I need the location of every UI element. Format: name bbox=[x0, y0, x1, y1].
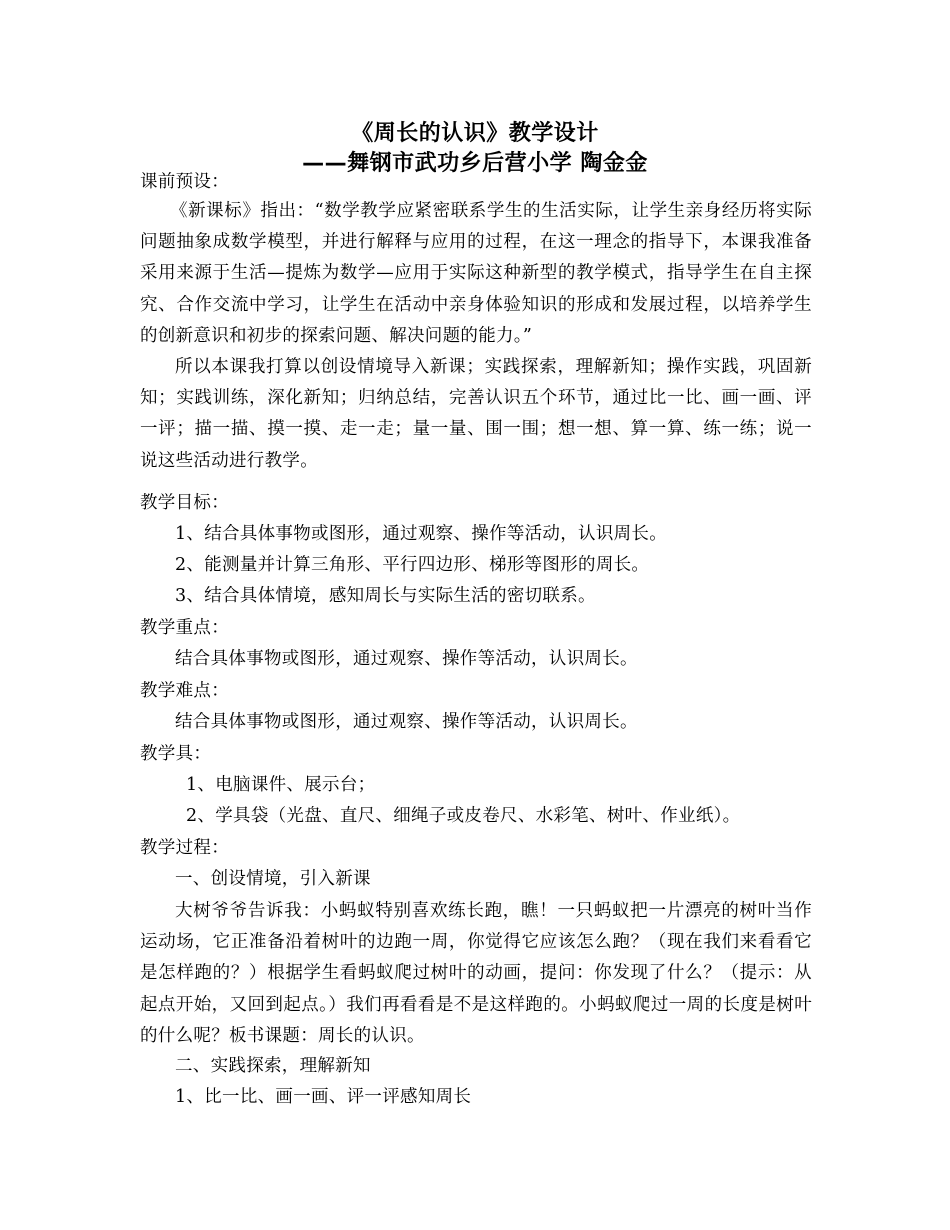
document-title: 《周长的认识》教学设计 bbox=[351, 121, 599, 146]
tool-item-2: 2、学具袋（光盘、直尺、细绳子或皮卷尺、水彩笔、树叶、作业纸）。 bbox=[186, 806, 741, 826]
preclass-paragraph-2: 所以本课我打算以创设情境导入新课；实践探索，理解新知；操作实践，巩固新知；实践训练，深化新知；归纳总结，完善认识五个环节，通过比一比、画一画、评一评；描一描、摸一摸、走一走；量一量、围一围；想一想、算一算、练一练；说一说这些活动进行教学。 bbox=[140, 357, 812, 471]
difficulty-heading: 教学难点： bbox=[140, 681, 229, 701]
goal-item-3: 3、结合具体情境，感知周长与实际生活的密切联系。 bbox=[175, 586, 596, 606]
step-1-paragraph: 大树爷爷告诉我：小蚂蚁特别喜欢练长跑，瞧！一只蚂蚁把一片漂亮的树叶当作运动场，它正准备沿着树叶的边跑一周，你觉得它应该怎么跑？（现在我们来看看它是怎样跑的？）根据学生看蚂蚁爬过树叶的动画，提问：你发现了什么？（提示：从起点开始，又回到起点。）我们再看看是不是这样跑的。小蚂蚁爬过一周的长度是树叶的什么呢？板书课题：周长的认识。 bbox=[140, 901, 812, 1046]
step-2-subheading-1: 1、比一比、画一画、评一评感知周长 bbox=[175, 1087, 472, 1107]
tool-item-1: 1、电脑课件、展示台； bbox=[186, 775, 376, 795]
step-2-heading: 二、实践探索，理解新知 bbox=[175, 1056, 371, 1076]
document-subtitle: ——舞钢市武功乡后营小学 陶金金 bbox=[302, 151, 648, 176]
goals-heading: 教学目标： bbox=[140, 493, 229, 513]
difficulty-text: 结合具体事物或图形，通过观察、操作等活动，认识周长。 bbox=[175, 712, 638, 732]
preclass-heading: 课前预设： bbox=[140, 172, 229, 192]
key-point-text: 结合具体事物或图形，通过观察、操作等活动，认识周长。 bbox=[175, 649, 638, 669]
process-heading: 教学过程： bbox=[140, 838, 229, 858]
preclass-paragraph-1: 《新课标》指出：“数学教学应紧密联系学生的生活实际，让学生亲身经历将实际问题抽象成数学模型，并进行解释与应用的过程，在这一理念的指导下，本课我准备采用来源于生活—提炼为数学—应用于实际这种新型的教学模式，指导学生在自主探究、合作交流中学习，让学生在活动中亲身体验知识的形成和发展过程，以培养学生的创新意识和初步的探索问题、解决问题的能力。” bbox=[140, 201, 812, 346]
tools-heading: 教学具： bbox=[140, 744, 212, 764]
goal-item-1: 1、结合具体事物或图形，通过观察、操作等活动，认识周长。 bbox=[175, 524, 668, 544]
goal-item-2: 2、能测量并计算三角形、平行四边形、梯形等图形的周长。 bbox=[175, 555, 650, 575]
step-1-heading: 一、创设情境，引入新课 bbox=[175, 869, 371, 889]
key-point-heading: 教学重点： bbox=[140, 618, 229, 638]
